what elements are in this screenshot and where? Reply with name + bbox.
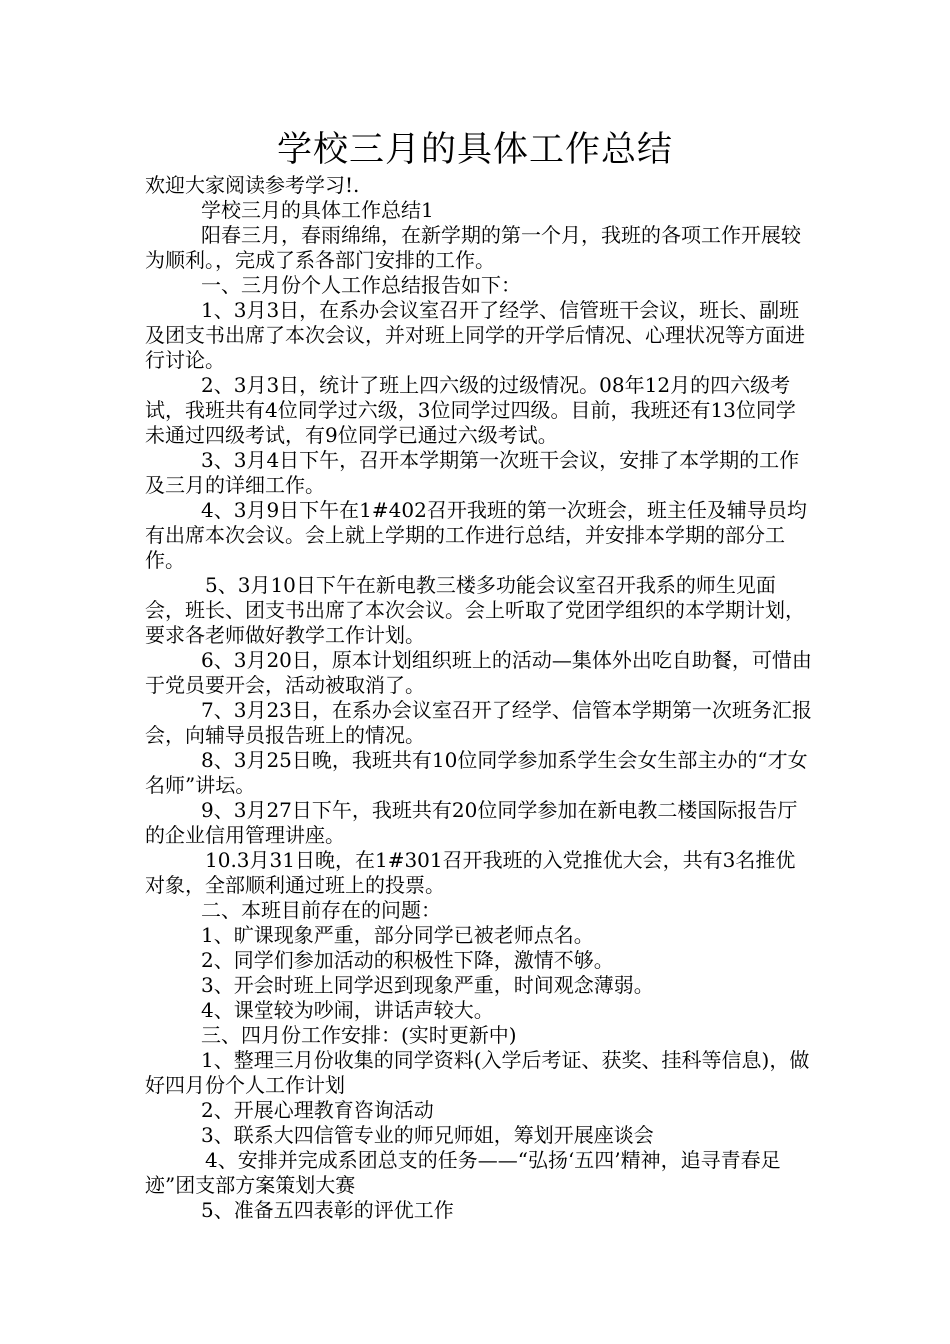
list-item: 4、安排并完成系团总支的任务——“弘扬‘五四’精神，追寻青春足迹”团支部方案策划大赛 — [145, 1148, 781, 1197]
list-item: 2、开展心理教育咨询活动 — [201, 1098, 434, 1122]
paragraph: 2、3月3日，统计了班上四六级的过级情况。08年12月的四六级考试，我班共有4位同学过六级，3位同学过四级。目前，我班还有13位同学未通过四级考试，有9位同学已通过六级考试。 — [145, 373, 796, 447]
list-item: 1、整理三月份收集的同学资料(入学后考证、获奖、挂科等信息)，做好四月份个人工作计划 — [145, 1048, 810, 1097]
list-item: 3、开会时班上同学迟到现象严重，时间观念薄弱。 — [201, 973, 654, 997]
section-heading: 一、三月份个人工作总结报告如下： — [201, 273, 521, 297]
paragraph: 5、3月10日下午在新电教三楼多功能会议室召开我系的师生见面会，班长、团支书出席了本次会议。会上听取了党团学组织的本学期计划，要求各老师做好教学工作计划。 — [145, 573, 805, 647]
paragraph: 10.3月31日晚，在1#301召开我班的入党推优大会，共有3名推优对象，全部顺利通过班上的投票。 — [145, 848, 796, 897]
paragraph: 9、3月27日下午，我班共有20位同学参加在新电教二楼国际报告厅的企业信用管理讲座。 — [145, 798, 798, 847]
section-heading: 三、四月份工作安排：(实时更新中) — [201, 1023, 517, 1047]
subtitle: 学校三月的具体工作总结1 — [201, 198, 434, 222]
paragraph: 阳春三月，春雨绵绵，在新学期的第一个月，我班的各项工作开展较为顺利。，完成了系各部门安排的工作。 — [145, 223, 801, 272]
paragraph: 6、3月20日，原本计划组织班上的活动—集体外出吃自助餐，可惜由于党员要开会，活动被取消了。 — [145, 648, 812, 697]
list-item: 2、同学们参加活动的积极性下降，激情不够。 — [201, 948, 614, 972]
document-title: 学校三月的具体工作总结 — [276, 130, 673, 170]
document-body — [145, 173, 813, 1223]
paragraph: 1、3月3日，在系办会议室召开了经学、信管班干会议，班长、副班及团支书出席了本次会议，并对班上同学的开学后情况、心理状况等方面进行讨论。 — [145, 298, 805, 372]
list-item: 3、联系大四信管专业的师兄师姐，筹划开展座谈会 — [201, 1123, 654, 1147]
paragraph: 7、3月23日，在系办会议室召开了经学、信管本学期第一次班务汇报会，向辅导员报告班上的情况。 — [145, 698, 812, 747]
paragraph: 3、3月4日下午，召开本学期第一次班干会议，安排了本学期的工作及三月的详细工作。 — [145, 448, 800, 497]
list-item: 4、课堂较为吵闹，讲话声较大。 — [201, 998, 494, 1022]
paragraph: 8、3月25日晚，我班共有10位同学参加系学生会女生部主办的“才女名师”讲坛。 — [145, 748, 808, 797]
list-item: 5、准备五四表彰的评优工作 — [201, 1198, 454, 1222]
intro-line: 欢迎大家阅读参考学习!. — [145, 173, 360, 197]
paragraph: 4、3月9日下午在1#402召开我班的第一次班会，班主任及辅导员均有出席本次会议。会上就上学期的工作进行总结，并安排本学期的部分工作。 — [145, 498, 807, 572]
section-heading: 二、本班目前存在的问题： — [201, 898, 441, 922]
list-item: 1、旷课现象严重，部分同学已被老师点名。 — [201, 923, 594, 947]
